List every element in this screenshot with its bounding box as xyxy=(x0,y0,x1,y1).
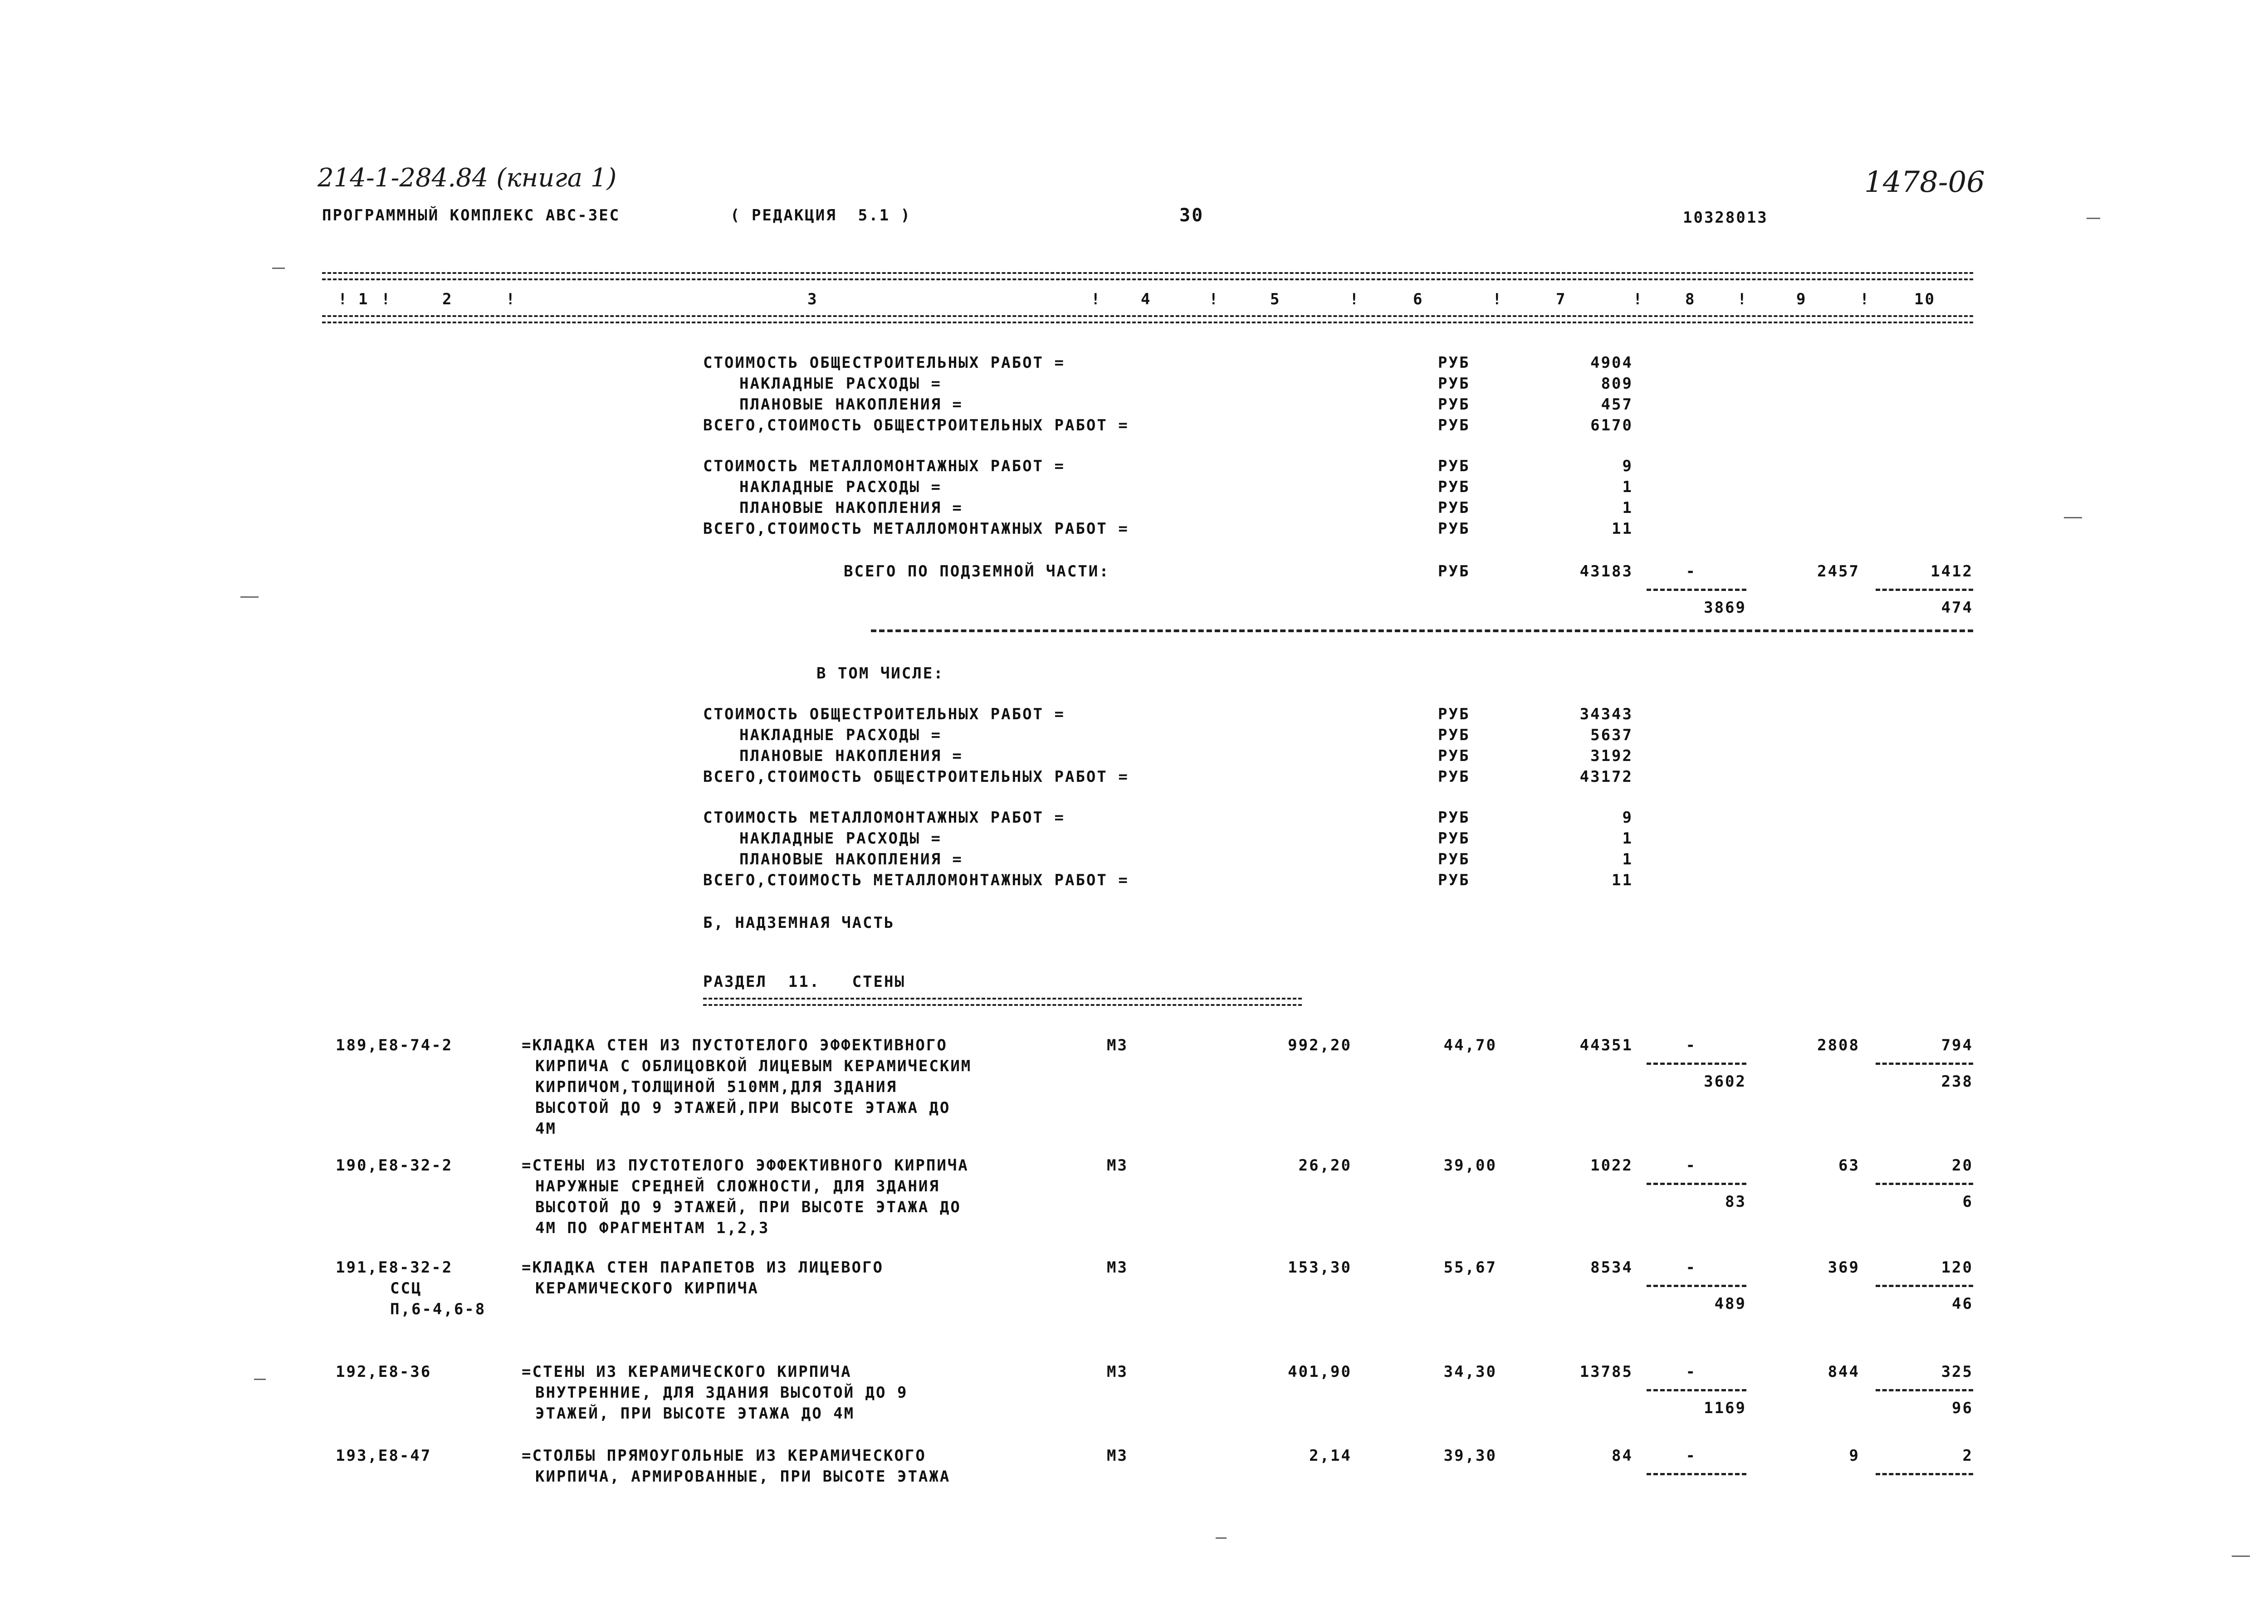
summary-value: 1 xyxy=(1622,478,1633,496)
item-unit: М3 xyxy=(1107,1258,1128,1277)
summary-value: 34343 xyxy=(1579,705,1633,723)
item-desc-line: =СТЕНЫ ИЗ ПУСТОТЕЛОГО ЭФФЕКТИВНОГО КИРПИЧА xyxy=(522,1156,969,1175)
col-num-1: 1 xyxy=(358,290,369,308)
item-unit-price: 39,00 xyxy=(1443,1156,1497,1175)
col-num-3: 3 xyxy=(807,290,818,308)
item-desc-line: 4М ПО ФРАГМЕНТАМ 1,2,3 xyxy=(535,1219,770,1237)
col-sep: ! xyxy=(1349,290,1360,308)
item-c10-top: 120 xyxy=(1941,1258,1973,1277)
summary-unit: РУБ xyxy=(1438,354,1470,372)
item-desc-line: =КЛАДКА СТЕН ПАРАПЕТОВ ИЗ ЛИЦЕВОГО xyxy=(522,1258,884,1277)
summary-value: 5637 xyxy=(1590,726,1633,744)
split-rule xyxy=(1876,1285,1973,1287)
summary-value: 3192 xyxy=(1590,747,1633,765)
item-c8-top: - xyxy=(1686,1258,1696,1277)
col-num-6: 6 xyxy=(1413,290,1424,308)
underground-total-c7: 43183 xyxy=(1579,562,1633,580)
underground-total-c8-bottom: 3869 xyxy=(1704,599,1746,617)
summary-value: 9 xyxy=(1622,457,1633,475)
summary-label: СТОИМОСТЬ МЕТАЛЛОМОНТАЖНЫХ РАБОТ = xyxy=(703,809,1065,827)
scan-speck xyxy=(2232,1556,2250,1557)
summary-value: 457 xyxy=(1601,395,1633,414)
scan-speck xyxy=(240,596,259,598)
col-sep: ! xyxy=(1091,290,1102,308)
col-sep: ! xyxy=(1737,290,1748,308)
item-c10-bottom: 238 xyxy=(1941,1073,1973,1091)
split-rule xyxy=(1647,1285,1746,1287)
summary-value: 4904 xyxy=(1590,354,1633,372)
item-c8-bottom: 3602 xyxy=(1704,1073,1746,1091)
item-code: 189,Е8-74-2 xyxy=(336,1036,453,1054)
item-c8-top: - xyxy=(1686,1363,1696,1381)
summary-label: СТОИМОСТЬ ОБЩЕСТРОИТЕЛЬНЫХ РАБОТ = xyxy=(703,354,1065,372)
split-rule xyxy=(1647,1063,1746,1065)
item-quantity: 153,30 xyxy=(1288,1258,1352,1277)
col-sep: ! xyxy=(1492,290,1503,308)
item-desc-line: ВНУТРЕННИЕ, ДЛЯ ЗДАНИЯ ВЫСОТОЙ ДО 9 xyxy=(535,1384,908,1402)
section-heading: РАЗДЕЛ 11. СТЕНЫ xyxy=(703,973,905,991)
scan-speck xyxy=(254,1379,266,1380)
summary-value: 43172 xyxy=(1579,768,1633,786)
col-num-4: 4 xyxy=(1141,290,1152,308)
including-label: В ТОМ ЧИСЛЕ: xyxy=(816,664,944,683)
summary-value: 1 xyxy=(1622,499,1633,517)
item-c8-bottom: 1169 xyxy=(1704,1399,1746,1417)
item-total: 84 xyxy=(1612,1447,1633,1465)
split-rule xyxy=(1876,1389,1973,1391)
item-c8-top: - xyxy=(1686,1036,1696,1054)
col-num-8: 8 xyxy=(1685,290,1696,308)
scan-speck xyxy=(1216,1537,1227,1539)
item-desc-line: КИРПИЧОМ,ТОЛЩИНОЙ 510ММ,ДЛЯ ЗДАНИЯ xyxy=(535,1078,897,1096)
summary-label: ПЛАНОВЫЕ НАКОПЛЕНИЯ = xyxy=(739,395,963,414)
split-rule xyxy=(1647,589,1746,591)
summary-label: НАКЛАДНЫЕ РАСХОДЫ = xyxy=(739,829,942,848)
split-rule xyxy=(1876,1063,1973,1065)
summary-unit: РУБ xyxy=(1438,809,1470,827)
summary-unit: РУБ xyxy=(1438,416,1470,434)
item-code: 192,Е8-36 xyxy=(336,1363,432,1381)
summary-unit: РУБ xyxy=(1438,726,1470,744)
summary-value: 1 xyxy=(1622,829,1633,848)
summary-unit: РУБ xyxy=(1438,499,1470,517)
item-c8-top: - xyxy=(1686,1447,1696,1465)
item-c8-top: - xyxy=(1686,1156,1696,1175)
summary-unit: РУБ xyxy=(1438,747,1470,765)
item-c10-top: 20 xyxy=(1952,1156,1973,1175)
item-c9: 9 xyxy=(1849,1447,1860,1465)
summary-unit: РУБ xyxy=(1438,395,1470,414)
underground-total-c10-top: 1412 xyxy=(1931,562,1973,580)
split-rule xyxy=(1876,1183,1973,1185)
item-desc-line: ЭТАЖЕЙ, ПРИ ВЫСОТЕ ЭТАЖА ДО 4М xyxy=(535,1405,855,1423)
col-num-5: 5 xyxy=(1270,290,1281,308)
summary-value: 9 xyxy=(1622,809,1633,827)
part-heading: Б, НАДЗЕМНАЯ ЧАСТЬ xyxy=(703,914,895,932)
item-total: 13785 xyxy=(1579,1363,1633,1381)
underground-total-unit: РУБ xyxy=(1438,562,1470,580)
underground-total-c8-top: - xyxy=(1686,562,1696,580)
item-code: П,6-4,6-8 xyxy=(390,1300,486,1318)
item-code: 191,Е8-32-2 xyxy=(336,1258,453,1277)
scan-speck xyxy=(2087,218,2100,219)
handwritten-document-code: 214-1-284.84 (книга 1) xyxy=(318,163,617,193)
handwritten-sheet-number: 1478-06 xyxy=(1864,166,1985,199)
item-c9: 63 xyxy=(1838,1156,1860,1175)
item-quantity: 992,20 xyxy=(1288,1036,1352,1054)
item-desc-line: КИРПИЧА, АРМИРОВАННЫЕ, ПРИ ВЫСОТЕ ЭТАЖА xyxy=(535,1468,951,1486)
page-number: 30 xyxy=(1179,205,1204,226)
summary-unit: РУБ xyxy=(1438,829,1470,848)
item-c10-top: 325 xyxy=(1941,1363,1973,1381)
summary-value: 11 xyxy=(1612,871,1633,889)
col-sep: ! xyxy=(506,290,517,308)
col-num-2: 2 xyxy=(442,290,453,308)
item-quantity: 2,14 xyxy=(1309,1447,1352,1465)
summary-label: НАКЛАДНЫЕ РАСХОДЫ = xyxy=(739,726,942,744)
item-c10-bottom: 46 xyxy=(1952,1295,1973,1313)
item-code: 193,Е8-47 xyxy=(336,1447,432,1465)
item-c8-bottom: 489 xyxy=(1714,1295,1746,1313)
item-desc-line: ВЫСОТОЙ ДО 9 ЭТАЖЕЙ, ПРИ ВЫСОТЕ ЭТАЖА ДО xyxy=(535,1198,961,1216)
item-desc-line: КИРПИЧА С ОБЛИЦОВКОЙ ЛИЦЕВЫМ КЕРАМИЧЕСКИМ xyxy=(535,1057,972,1075)
item-c10-top: 2 xyxy=(1962,1447,1973,1465)
col-sep: ! xyxy=(381,290,392,308)
summary-label: СТОИМОСТЬ МЕТАЛЛОМОНТАЖНЫХ РАБОТ = xyxy=(703,457,1065,475)
item-unit-price: 55,67 xyxy=(1443,1258,1497,1277)
summary-label: СТОИМОСТЬ ОБЩЕСТРОИТЕЛЬНЫХ РАБОТ = xyxy=(703,705,1065,723)
item-c10-top: 794 xyxy=(1941,1036,1973,1054)
col-sep: ! xyxy=(1860,290,1871,308)
summary-label: НАКЛАДНЫЕ РАСХОДЫ = xyxy=(739,375,942,393)
item-c10-bottom: 6 xyxy=(1962,1193,1973,1211)
split-rule xyxy=(1647,1183,1746,1185)
col-num-9: 9 xyxy=(1796,290,1807,308)
item-unit-price: 44,70 xyxy=(1443,1036,1497,1054)
summary-unit: РУБ xyxy=(1438,457,1470,475)
item-desc-line: =СТЕНЫ ИЗ КЕРАМИЧЕСКОГО КИРПИЧА xyxy=(522,1363,852,1381)
item-total: 1022 xyxy=(1590,1156,1633,1175)
summary-value: 809 xyxy=(1601,375,1633,393)
item-total: 8534 xyxy=(1590,1258,1633,1277)
item-c9: 2808 xyxy=(1817,1036,1860,1054)
item-c9: 369 xyxy=(1828,1258,1860,1277)
split-rule xyxy=(1647,1473,1746,1475)
underground-total-c9: 2457 xyxy=(1817,562,1860,580)
item-total: 44351 xyxy=(1579,1036,1633,1054)
item-code: ССЦ xyxy=(390,1279,422,1297)
split-rule xyxy=(1876,1473,1973,1475)
summary-value: 6170 xyxy=(1590,416,1633,434)
item-desc-line: =КЛАДКА СТЕН ИЗ ПУСТОТЕЛОГО ЭФФЕКТИВНОГО xyxy=(522,1036,948,1054)
underground-total-rule xyxy=(871,629,1973,632)
col-sep: ! xyxy=(338,290,349,308)
item-quantity: 26,20 xyxy=(1298,1156,1352,1175)
underground-total-label: ВСЕГО ПО ПОДЗЕМНОЙ ЧАСТИ: xyxy=(844,562,1110,580)
section-underline xyxy=(703,998,1302,1006)
summary-label: ПЛАНОВЫЕ НАКОПЛЕНИЯ = xyxy=(739,850,963,868)
item-unit: М3 xyxy=(1107,1156,1128,1175)
item-c9: 844 xyxy=(1828,1363,1860,1381)
col-num-7: 7 xyxy=(1556,290,1567,308)
summary-unit: РУБ xyxy=(1438,768,1470,786)
edition-label: ( РЕДАКЦИЯ 5.1 ) xyxy=(730,206,911,224)
split-rule xyxy=(1876,589,1973,591)
item-c10-bottom: 96 xyxy=(1952,1399,1973,1417)
item-desc-line: =СТОЛБЫ ПРЯМОУГОЛЬНЫЕ ИЗ КЕРАМИЧЕСКОГО xyxy=(522,1447,926,1465)
item-unit: М3 xyxy=(1107,1447,1128,1465)
summary-label: ВСЕГО,СТОИМОСТЬ МЕТАЛЛОМОНТАЖНЫХ РАБОТ = xyxy=(703,520,1129,538)
summary-label: НАКЛАДНЫЕ РАСХОДЫ = xyxy=(739,478,942,496)
program-name: ПРОГРАММНЫЙ КОМПЛЕКС АВС-3ЕС xyxy=(322,206,621,224)
header-rule-top xyxy=(322,272,1973,280)
item-desc-line: НАРУЖНЫЕ СРЕДНЕЙ СЛОЖНОСТИ, ДЛЯ ЗДАНИЯ xyxy=(535,1177,940,1195)
summary-unit: РУБ xyxy=(1438,478,1470,496)
summary-unit: РУБ xyxy=(1438,375,1470,393)
document-code: 10328013 xyxy=(1683,209,1768,227)
col-sep: ! xyxy=(1209,290,1220,308)
item-desc-line: КЕРАМИЧЕСКОГО КИРПИЧА xyxy=(535,1279,759,1297)
summary-label: ВСЕГО,СТОИМОСТЬ МЕТАЛЛОМОНТАЖНЫХ РАБОТ = xyxy=(703,871,1129,889)
summary-unit: РУБ xyxy=(1438,705,1470,723)
summary-unit: РУБ xyxy=(1438,871,1470,889)
item-unit: М3 xyxy=(1107,1036,1128,1054)
item-desc-line: ВЫСОТОЙ ДО 9 ЭТАЖЕЙ,ПРИ ВЫСОТЕ ЭТАЖА ДО xyxy=(535,1099,951,1117)
item-quantity: 401,90 xyxy=(1288,1363,1352,1381)
summary-unit: РУБ xyxy=(1438,850,1470,868)
col-num-10: 10 xyxy=(1914,290,1936,308)
scan-speck xyxy=(272,268,285,269)
underground-total-c10-bottom: 474 xyxy=(1941,599,1973,617)
item-unit-price: 39,30 xyxy=(1443,1447,1497,1465)
item-code: 190,Е8-32-2 xyxy=(336,1156,453,1175)
header-rule-bottom xyxy=(322,315,1973,323)
item-unit-price: 34,30 xyxy=(1443,1363,1497,1381)
col-sep: ! xyxy=(1633,290,1644,308)
summary-label: ПЛАНОВЫЕ НАКОПЛЕНИЯ = xyxy=(739,499,963,517)
summary-unit: РУБ xyxy=(1438,520,1470,538)
item-unit: М3 xyxy=(1107,1363,1128,1381)
summary-value: 11 xyxy=(1612,520,1633,538)
summary-label: ПЛАНОВЫЕ НАКОПЛЕНИЯ = xyxy=(739,747,963,765)
item-desc-line: 4М xyxy=(535,1120,557,1138)
scan-speck xyxy=(2064,517,2082,518)
summary-value: 1 xyxy=(1622,850,1633,868)
summary-label: ВСЕГО,СТОИМОСТЬ ОБЩЕСТРОИТЕЛЬНЫХ РАБОТ = xyxy=(703,768,1129,786)
item-c8-bottom: 83 xyxy=(1725,1193,1746,1211)
summary-label: ВСЕГО,СТОИМОСТЬ ОБЩЕСТРОИТЕЛЬНЫХ РАБОТ = xyxy=(703,416,1129,434)
split-rule xyxy=(1647,1389,1746,1391)
